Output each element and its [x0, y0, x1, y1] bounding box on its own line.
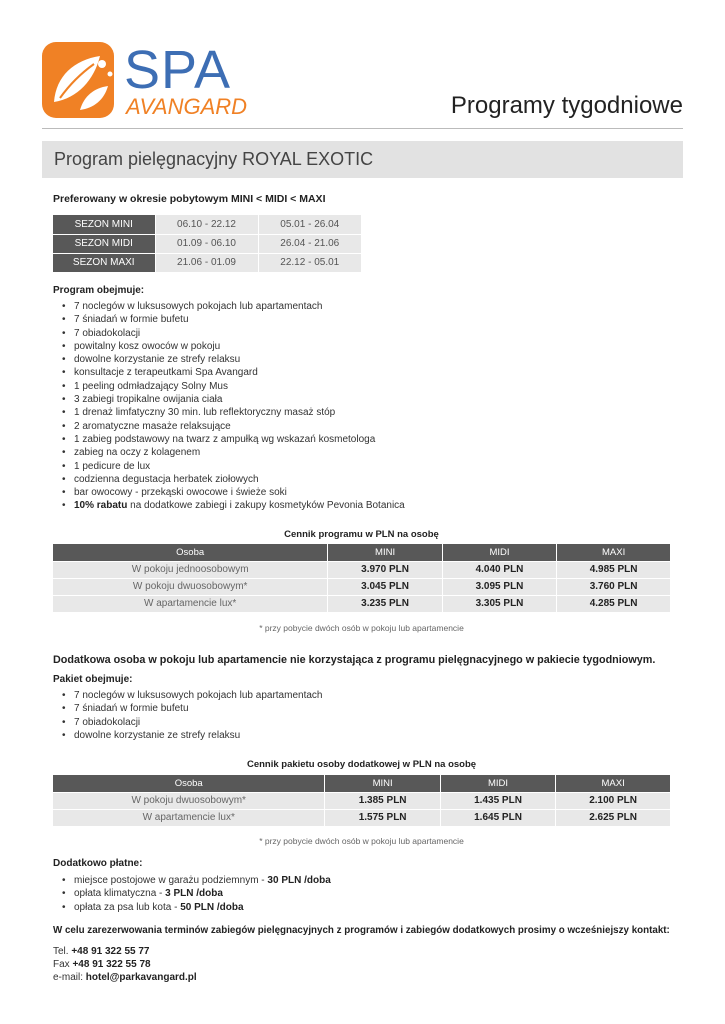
list-item-discount: [62, 499, 405, 512]
extra-person-heading: Dodatkowa osoba w pokoju lub apartamencie nie korzystająca z programu pielęgnacyjnego w pakiecie tygodniowym.: [53, 654, 656, 666]
price-cell: 2.625 PLN: [556, 809, 670, 826]
paid-item-text: opłata klimatyczna -: [74, 888, 166, 900]
phone-number[interactable]: +48 91 322 55 77: [71, 946, 150, 957]
list-item: • 1 zabieg podstawowy na twarz z ampułką wg wskazań kosmetologa: [62, 433, 405, 446]
table-row: [53, 578, 670, 595]
list-item: • 1 pedicure de lux: [62, 460, 405, 473]
fax-label: Fax: [53, 959, 73, 970]
season-dates: 05.01 - 26.04: [258, 215, 361, 234]
contact-fax: [53, 958, 197, 971]
discount-rest: na dodatkowe zabiegi i zakupy kosmetyków Pevonia Botanica: [127, 500, 405, 512]
price-cell: 3.305 PLN: [442, 595, 556, 612]
paid-extras-list: [62, 874, 331, 914]
season-name: SEZON MINI: [53, 215, 155, 234]
program-price-title: Cennik programu w PLN na osobę: [284, 529, 439, 540]
column-header: MAXI: [556, 775, 670, 792]
list-item: • konsultacje z terapeutkami Spa Avangard: [62, 366, 405, 379]
contact-phone: [53, 945, 197, 958]
list-item: • 1 peeling odmładzający Solny Mus: [62, 380, 405, 393]
row-label: W pokoju dwuosobowym*: [53, 792, 325, 809]
season-row: [53, 234, 361, 253]
table-row: [53, 595, 670, 612]
contact-block: [53, 945, 197, 984]
extra-price-footnote: * przy pobycie dwóch osób w pokoju lub apartamencie: [259, 836, 464, 846]
extra-price-title: Cennik pakietu osoby dodatkowej w PLN na osobę: [246, 759, 477, 770]
list-item: • 3 zabiegi tropikalne owijania ciała: [62, 393, 405, 406]
price-cell: 1.645 PLN: [440, 809, 555, 826]
table-row: [53, 561, 670, 578]
table-row: [53, 792, 670, 809]
season-name: SEZON MIDI: [53, 234, 155, 253]
contact-email: [53, 971, 197, 984]
paid-item-price: 30 PLN /doba: [267, 875, 331, 886]
extra-price-table: [53, 775, 670, 826]
package-items-list: [62, 689, 322, 742]
table-header-row: [53, 775, 670, 792]
list-item: • dowolne korzystanie ze strefy relaksu: [62, 729, 322, 742]
table-row: [53, 809, 670, 826]
row-label: W pokoju jednoosobowym: [53, 561, 328, 578]
list-item: • 2 aromatyczne masaże relaksujące: [62, 420, 405, 433]
row-label: W apartamencie lux*: [53, 809, 325, 826]
row-label: W apartamencie lux*: [53, 595, 328, 612]
season-dates: 06.10 - 22.12: [155, 215, 258, 234]
column-header: MAXI: [557, 544, 670, 561]
column-header: MIDI: [440, 775, 555, 792]
season-row: [53, 215, 361, 234]
list-item: • 7 śniadań w formie bufetu: [62, 702, 322, 715]
season-dates: 26.04 - 21.06: [258, 234, 361, 253]
phone-label: Tel.: [53, 946, 72, 957]
table-header-row: [53, 544, 670, 561]
row-label: W pokoju dwuosobowym*: [53, 578, 328, 595]
program-title: Program pielęgnacyjny ROYAL EXOTIC: [54, 149, 374, 169]
list-item: • 7 noclegów w luksusowych pokojach lub apartamentach: [62, 300, 405, 313]
list-item: [62, 901, 331, 914]
list-item: [62, 887, 331, 900]
program-price-table: [53, 544, 670, 612]
list-item: • zabieg na oczy z kolagenem: [62, 446, 405, 459]
list-item: • codzienna degustacja herbatek ziołowych: [62, 473, 405, 486]
logo-text-spa: SPA: [124, 40, 232, 100]
price-cell: 3.760 PLN: [557, 578, 670, 595]
email-link[interactable]: hotel@parkavangard.pl: [85, 972, 197, 983]
list-item: • 7 śniadań w formie bufetu: [62, 313, 405, 326]
logo-text-avangard: AVANGARD: [126, 94, 248, 119]
price-cell: 1.385 PLN: [325, 792, 440, 809]
program-includes-label: Program obejmuje:: [53, 285, 145, 296]
email-label: e-mail:: [53, 972, 86, 983]
season-table: [53, 215, 361, 273]
program-items-list: [62, 300, 405, 513]
list-item: • 1 drenaż limfatyczny 30 min. lub reflektoryczny masaż stóp: [62, 406, 405, 419]
price-cell: 3.970 PLN: [328, 561, 442, 578]
price-cell: 3.095 PLN: [442, 578, 556, 595]
season-name: SEZON MAXI: [53, 253, 155, 272]
package-includes-label: Pakiet obejmuje:: [53, 674, 133, 685]
season-dates: 21.06 - 01.09: [155, 253, 258, 272]
column-header: Osoba: [53, 775, 325, 792]
page-title: Programy tygodniowe: [450, 92, 683, 119]
reservation-heading: W celu zarezerwowania terminów zabiegów pielęgnacyjnych z programów i zabiegów dodatkowych prosimy o wcześniejszy kontakt:: [53, 925, 670, 936]
season-dates: 22.12 - 05.01: [258, 253, 361, 272]
season-row: [53, 253, 361, 272]
list-item: • powitalny kosz owoców w pokoju: [62, 340, 405, 353]
list-item: • 7 obiadokolacji: [62, 716, 322, 729]
paid-item-text: opłata za psa lub kota -: [74, 901, 181, 913]
spa-avangard-logo: [40, 40, 248, 122]
column-header: Osoba: [53, 544, 328, 561]
title-divider: [42, 128, 683, 129]
price-cell: 1.435 PLN: [440, 792, 555, 809]
list-item: • dowolne korzystanie ze strefy relaksu: [62, 353, 405, 366]
list-item: • 7 noclegów w luksusowych pokojach lub apartamentach: [62, 689, 322, 702]
paid-item-price: 3 PLN /doba: [165, 888, 223, 900]
list-item: • bar owocowy - przekąski owocowe i świeże soki: [62, 486, 405, 499]
column-header: MINI: [328, 544, 442, 561]
price-cell: 3.045 PLN: [328, 578, 442, 595]
fax-number: +48 91 322 55 78: [72, 959, 151, 970]
paid-item-price: 50 PLN /doba: [180, 901, 244, 913]
preferred-period: Preferowany w okresie pobytowym MINI < MIDI < MAXI: [53, 193, 326, 205]
paid-extras-label: Dodatkowo płatne:: [53, 858, 143, 869]
price-cell: 4.285 PLN: [557, 595, 670, 612]
program-title-bar: [42, 141, 683, 178]
list-item: • 7 obiadokolacji: [62, 327, 405, 340]
price-cell: 1.575 PLN: [325, 809, 440, 826]
column-header: MIDI: [442, 544, 556, 561]
price-cell: 4.040 PLN: [442, 561, 556, 578]
list-item: [62, 874, 331, 887]
price-cell: 2.100 PLN: [556, 792, 670, 809]
discount-bold: 10% rabatu: [74, 500, 128, 512]
column-header: MINI: [325, 775, 440, 792]
price-cell: 4.985 PLN: [557, 561, 670, 578]
season-dates: 01.09 - 06.10: [155, 234, 258, 253]
paid-item-text: miejsce postojowe w garażu podziemnym -: [74, 875, 268, 886]
price-footnote: * przy pobycie dwóch osób w pokoju lub apartamencie: [259, 623, 464, 633]
leaf-logo-icon: [40, 40, 120, 120]
price-cell: 3.235 PLN: [328, 595, 442, 612]
